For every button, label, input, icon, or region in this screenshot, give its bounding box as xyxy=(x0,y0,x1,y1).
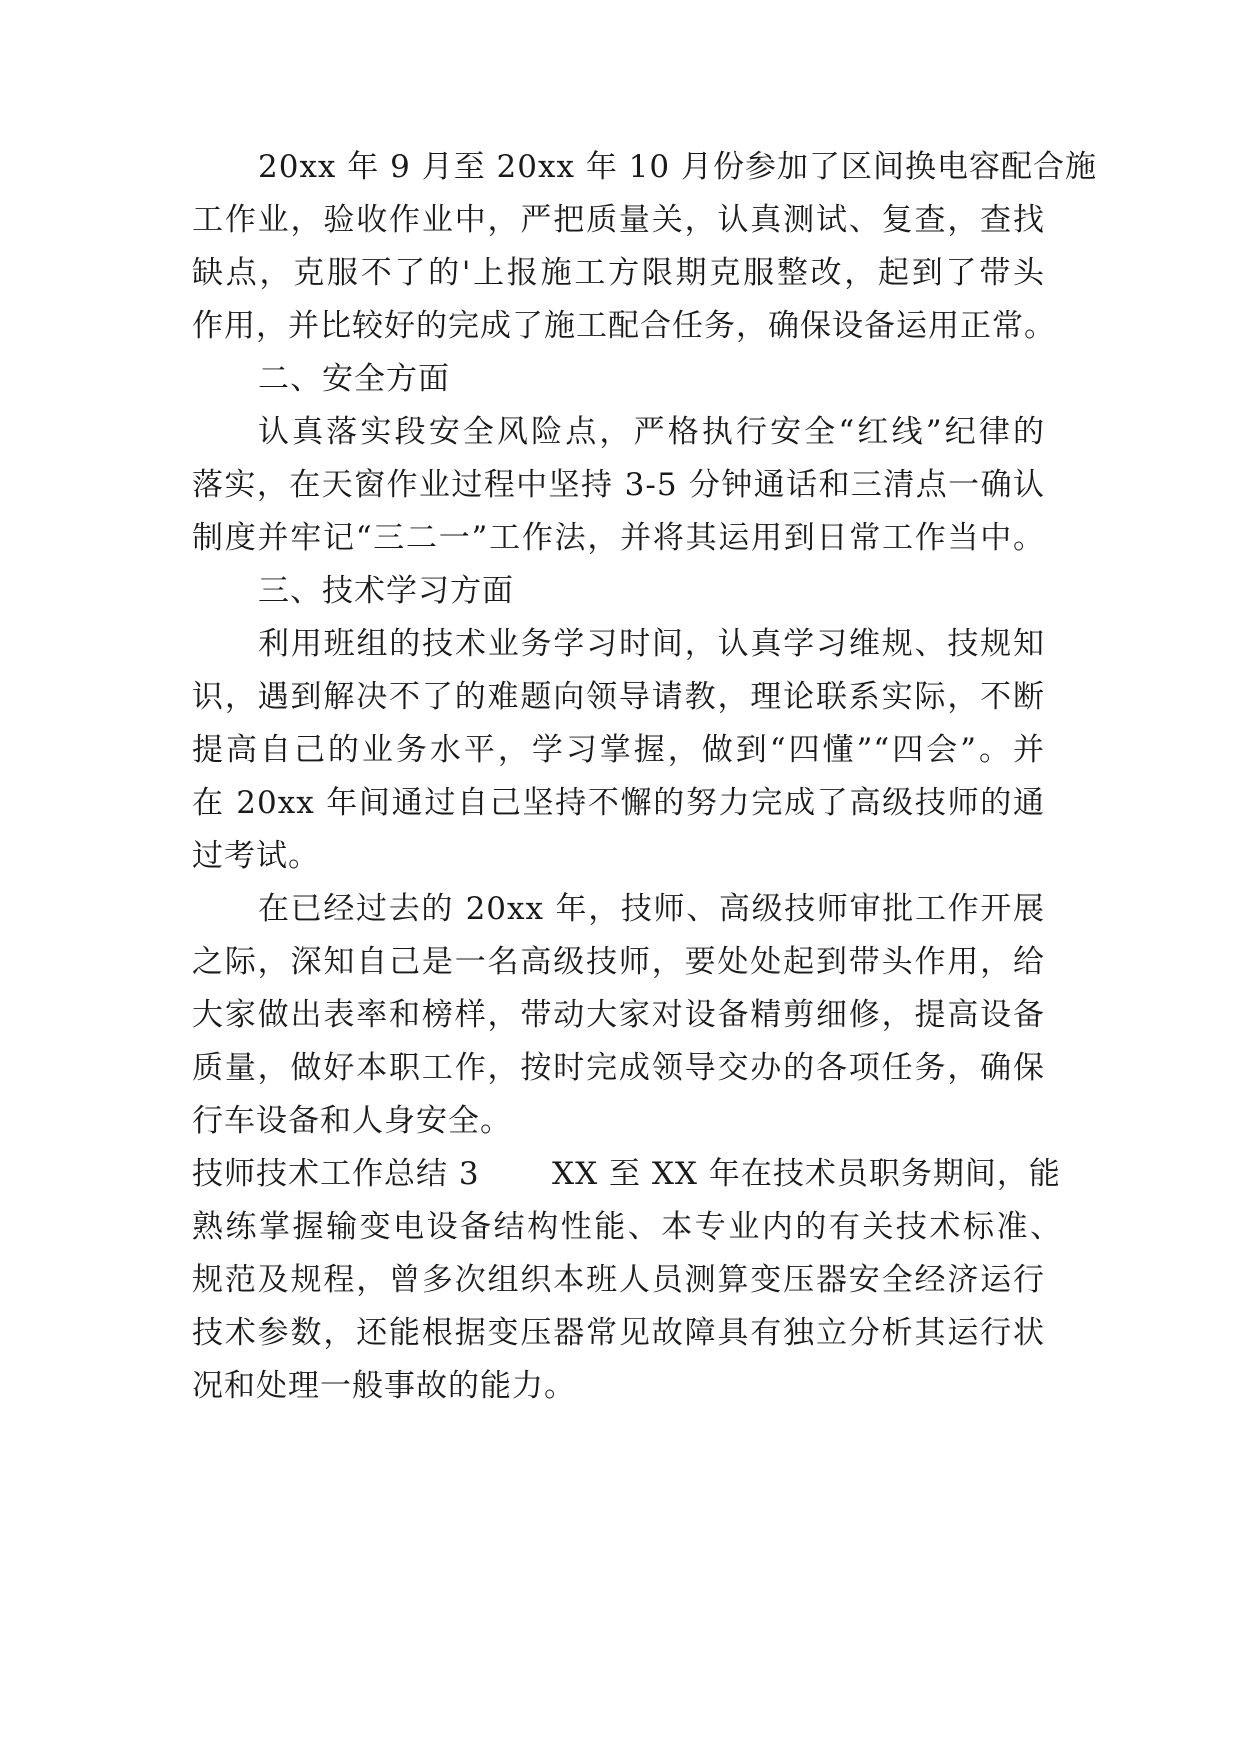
paragraph-line: 技术参数，还能根据变压器常见故障具有独立分析其运行状 xyxy=(192,1315,1045,1351)
paragraph-line: 况和处理一般事故的能力。 xyxy=(192,1368,576,1404)
paragraph-line: 20xx 年 9 月至 20xx 年 10 月份参加了区间换电容配合施 xyxy=(258,149,1097,185)
paragraph-line: 规范及规程，曾多次组织本班人员测算变压器安全经济运行 xyxy=(192,1262,1045,1298)
paragraph-line: 制度并牢记“三二一”工作法，并将其运用到日常工作当中。 xyxy=(192,520,1045,556)
paragraph-line: XX 至 XX 年在技术员职务期间，能 xyxy=(552,1156,1061,1192)
paragraph-line: 在已经过去的 20xx 年，技师、高级技师审批工作开展 xyxy=(258,891,1045,927)
section-heading: 三、技术学习方面 xyxy=(258,573,514,609)
section-title: 技师技术工作总结 3 xyxy=(192,1156,480,1192)
paragraph-line: 利用班组的技术业务学习时间，认真学习维规、技规知 xyxy=(258,626,1045,662)
paragraph-line: 提高自己的业务水平，学习掌握，做到“四懂”“四会”。并 xyxy=(192,732,1045,768)
paragraph-line: 工作业，验收作业中，严把质量关，认真测试、复查，查找 xyxy=(192,202,1045,238)
paragraph-line: 过考试。 xyxy=(192,838,320,874)
section-heading: 二、安全方面 xyxy=(258,361,450,397)
paragraph-line: 作用，并比较好的完成了施工配合任务，确保设备运用正常。 xyxy=(192,308,1056,344)
paragraph-line: 识，遇到解决不了的难题向领导请教，理论联系实际，不断 xyxy=(192,679,1045,715)
paragraph-line: 落实，在天窗作业过程中坚持 3-5 分钟通话和三清点一确认 xyxy=(192,467,1045,503)
paragraph-line: 在 20xx 年间通过自己坚持不懈的努力完成了高级技师的通 xyxy=(192,785,1045,821)
paragraph-line: 行车设备和人身安全。 xyxy=(192,1103,512,1139)
paragraph-line: 熟练掌握输变电设备结构性能、本专业内的有关技术标准、 xyxy=(192,1209,1062,1245)
paragraph-line: 大家做出表率和榜样，带动大家对设备精剪细修，提高设备 xyxy=(192,997,1045,1033)
paragraph-line: 质量，做好本职工作，按时完成领导交办的各项任务，确保 xyxy=(192,1050,1045,1086)
paragraph-line: 之际，深知自己是一名高级技师，要处处起到带头作用，给 xyxy=(192,944,1045,980)
paragraph-line: 认真落实段安全风险点，严格执行安全“红线”纪律的 xyxy=(258,414,1045,450)
paragraph-line: 缺点，克服不了的'上报施工方限期克服整改，起到了带头 xyxy=(192,255,1045,291)
